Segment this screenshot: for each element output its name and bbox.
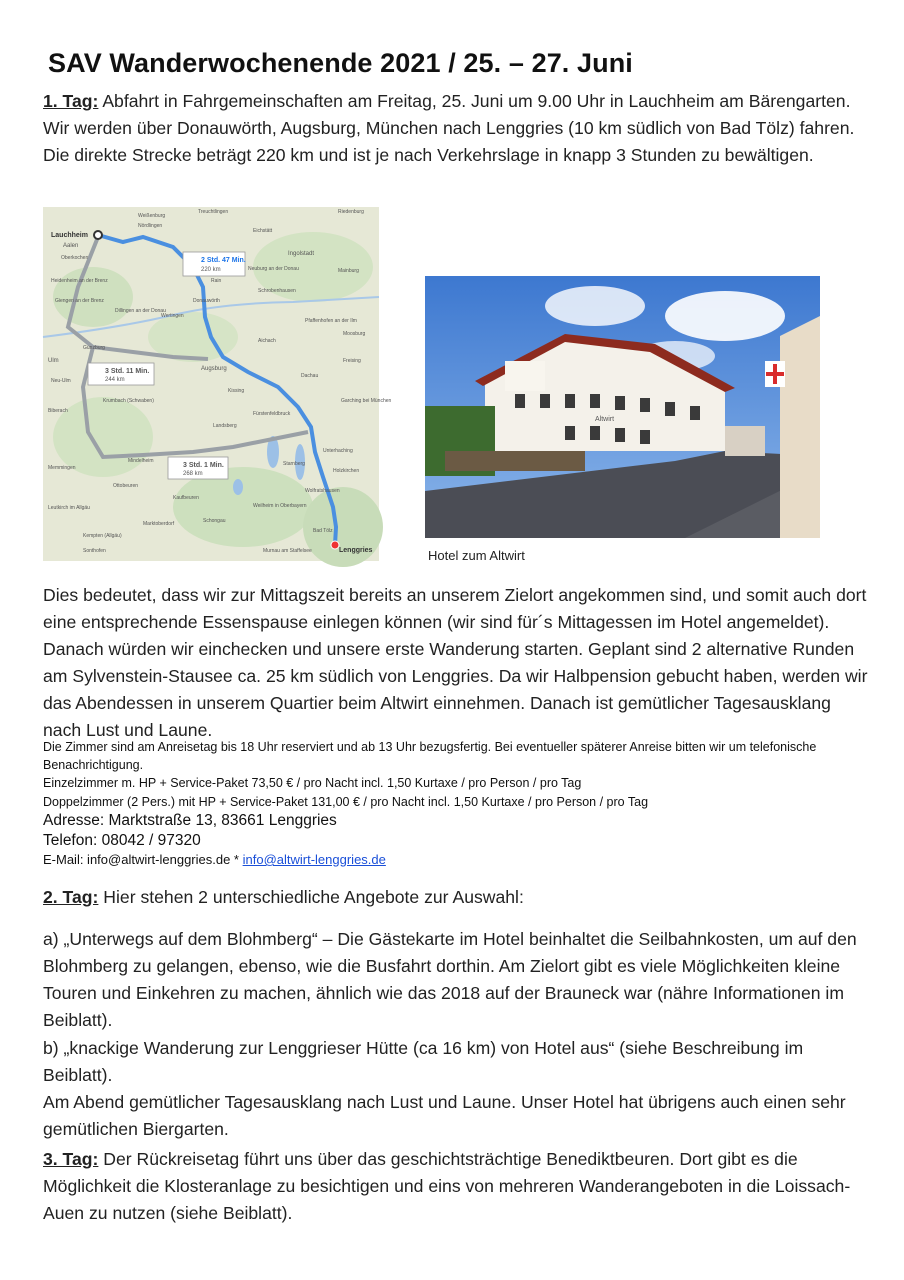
photo-caption: Hotel zum Altwirt [428, 548, 525, 563]
map-label-noerdlingen: Nördlingen [138, 223, 163, 229]
hotel-photo [425, 276, 820, 538]
day1-paragraph [43, 88, 873, 169]
map-label-riedenburg: Riedenburg [338, 209, 364, 215]
map-label-sonthofen: Sonthofen [83, 548, 106, 554]
map-label-dillingen: Dillingen an der Donau [115, 308, 166, 314]
map-label-unterhaching: Unterhaching [323, 448, 353, 454]
hotel-sign: Altwirt [595, 416, 615, 423]
day2-evening: Am Abend gemütlicher Tagesausklang nach Lust und Laune. Unser Hotel hat übrigens auch einen sehr gemütlichen Biergarten. [43, 1092, 846, 1139]
map-label-starnberg: Starnberg [283, 461, 305, 467]
map-label-aichach: Aichach [258, 338, 276, 344]
map-label-garching: Garching bei München [341, 398, 392, 404]
map-label-wertingen: Wertingen [161, 313, 184, 319]
day2-option-b: b) „knackige Wanderung zur Lenggrieser Hütte (ca 16 km) von Hotel aus“ (siehe Beschreibung im Beiblatt). [43, 1038, 804, 1085]
map-label-weissenburg: Weißenburg [138, 213, 166, 219]
email-link[interactable]: info@altwirt-lenggries.de [242, 852, 386, 867]
route-alt2-time: 3 Std. 1 Min. [183, 462, 224, 469]
route-map [43, 207, 392, 561]
map-label-augsburg: Augsburg [201, 366, 227, 372]
map-label-ingolstadt: Ingolstadt [288, 251, 315, 257]
day1-text: Abfahrt in Fahrgemeinschaften am Freitag, 25. Juni um 9.00 Uhr in Lauchheim am Bärengarten. Wir werden über Donauwörth, Augsburg, München nach Lenggries (10 km südlich von Bad Tölz) fahren. Die direkte Strecke beträgt 220 km und ist je nach Verkehrslage in knapp 3 Stunden zu bewältigen. [43, 91, 855, 165]
map-label-freising: Freising [343, 358, 361, 364]
route-alt2-km: 268 km [183, 471, 203, 477]
map-label-leutkirch: Leutkirch im Allgäu [48, 505, 90, 511]
map-label-rain: Rain [211, 278, 222, 284]
map-label-heidenheim: Heidenheim an der Brenz [51, 278, 108, 284]
map-label-eichstaett: Eichstätt [253, 228, 273, 234]
hotel-photo-graphic [425, 276, 820, 538]
day1-details-paragraph: Dies bedeutet, dass wir zur Mittagszeit bereits an unserem Zielort angekommen sind, und somit auch dort eine entsprechende Essenspause einlegen können (wir sind für´s Mittagessen im Hotel angemeldet). Danach würden wir einchecken und unsere erste Wanderung starten. Geplant sind 2 alternative Runden am Sylvenstein-Stausee ca. 25 km südlich von Lenggries. Da wir Halbpension gebucht haben, werden wir das Abendessen in unserem Quartier beim Altwirt einnehmen. Danach ist gemütlicher Tagesausklang nach Lust und Laune. [43, 585, 868, 740]
route-main-km: 220 km [201, 267, 221, 273]
map-label-dachau: Dachau [301, 373, 319, 379]
map-label-pfaffenhofen: Pfaffenhofen an der Ilm [305, 318, 357, 324]
map-label-fuerstenfeldbruck: Fürstenfeldbruck [253, 411, 291, 417]
map-label-mainburg: Mainburg [338, 268, 359, 274]
hotel-address: Adresse: Marktstraße 13, 83661 Lenggries [43, 812, 337, 829]
map-label-donauwoerth: Donauwörth [193, 298, 220, 304]
map-label-schrobenhausen: Schrobenhausen [258, 288, 296, 294]
map-label-treuchtlingen: Treuchtlingen [198, 209, 229, 215]
map-label-mindelheim: Mindelheim [128, 458, 154, 464]
map-label-murnau: Murnau am Staffelsee [263, 548, 312, 554]
map-label-guenzburg: Günzburg [83, 345, 105, 351]
map-label-start: Lauchheim [51, 232, 88, 239]
map-label-neuburg: Neuburg an der Donau [248, 266, 299, 272]
map-label-ottobeuren: Ottobeuren [113, 483, 139, 489]
double-room-price: Doppelzimmer (2 Pers.) mit HP + Service-Paket 131,00 € / pro Nacht incl. 1,50 Kurtaxe / pro Person / pro Tag [43, 795, 649, 809]
map-label-neu-ulm: Neu-Ulm [51, 378, 71, 384]
day1-label: 1. Tag: [43, 91, 99, 111]
map-label-biberach: Biberach [48, 408, 68, 414]
email-prefix: E-Mail: info@altwirt-lenggries.de * [43, 852, 243, 867]
day2-text: Hier stehen 2 unterschiedliche Angebote zur Auswahl: [98, 887, 524, 907]
day2-option-a: a) „Unterwegs auf dem Blohmberg“ – Die Gästekarte im Hotel beinhaltet die Seilbahnkosten, um auf den Blohmberg zu gelangen, ebenso, wie die Busfahrt dorthin. Am Zielort gibt es viele Möglichkeiten kleine Touren und Einkehren zu machen, ähnlich wie das 2018 auf der Brauneck war (nähre Informationen im Beiblatt). [43, 929, 857, 1030]
single-room-price: Einzelzimmer m. HP + Service-Paket 73,50 € / pro Nacht incl. 1,50 Kurtaxe / pro Person / pro Tag [43, 776, 582, 790]
map-label-kaufbeuren: Kaufbeuren [173, 495, 199, 501]
map-label-giengen: Giengen an der Brenz [55, 298, 104, 304]
hotel-email-line [43, 852, 386, 867]
room-info-text: Die Zimmer sind am Anreisetag bis 18 Uhr reserviert und ab 13 Uhr bezugsfertig. Bei eventueller späterer Anreise bitten wir um telefonische Benachrichtigung. [43, 740, 817, 772]
day2-heading-paragraph [43, 884, 873, 911]
document-title: SAV Wanderwochenende 2021 / 25. – 27. Juni [48, 48, 633, 78]
route-map-graphic [43, 207, 392, 561]
route-alt1-time: 3 Std. 11 Min. [105, 368, 150, 375]
map-label-kissing: Kissing [228, 388, 245, 394]
map-label-aalen: Aalen [63, 243, 79, 249]
map-label-schongau: Schongau [203, 518, 226, 524]
hotel-phone: Telefon: 08042 / 97320 [43, 832, 201, 849]
map-label-memmingen: Memmingen [48, 465, 76, 471]
map-label-wolfratshausen: Wolfratshausen [305, 488, 340, 494]
map-label-landsberg: Landsberg [213, 423, 237, 429]
day3-text: Der Rückreisetag führt uns über das geschichtsträchtige Benediktbeuren. Dort gibt es die Möglichkeit die Klosteranlage zu besichtigen und eins von mehreren Wanderangeboten in die Loissach-Auen zu nutzen (siehe Beiblatt). [43, 1149, 851, 1223]
route-main-time: 2 Std. 47 Min. [201, 257, 246, 264]
map-label-moosburg: Moosburg [343, 331, 366, 337]
map-label-oberkochen: Oberkochen [61, 255, 89, 261]
map-label-ulm: Ulm [48, 358, 59, 364]
route-alt1-km: 244 km [105, 377, 125, 383]
day3-paragraph [43, 1146, 873, 1227]
day2-label: 2. Tag: [43, 887, 99, 907]
map-label-weilheim: Weilheim in Oberbayern [253, 503, 307, 509]
map-label-bad-toelz: Bad Tölz [313, 528, 333, 534]
map-label-kempten: Kempten (Allgäu) [83, 533, 122, 539]
map-label-end: Lenggries [339, 547, 373, 554]
map-label-marktoberdorf: Marktoberdorf [143, 521, 175, 527]
day3-label: 3. Tag: [43, 1149, 99, 1169]
map-label-krumbach: Krumbach (Schwaben) [103, 398, 154, 404]
map-label-holzkirchen: Holzkirchen [333, 468, 360, 474]
